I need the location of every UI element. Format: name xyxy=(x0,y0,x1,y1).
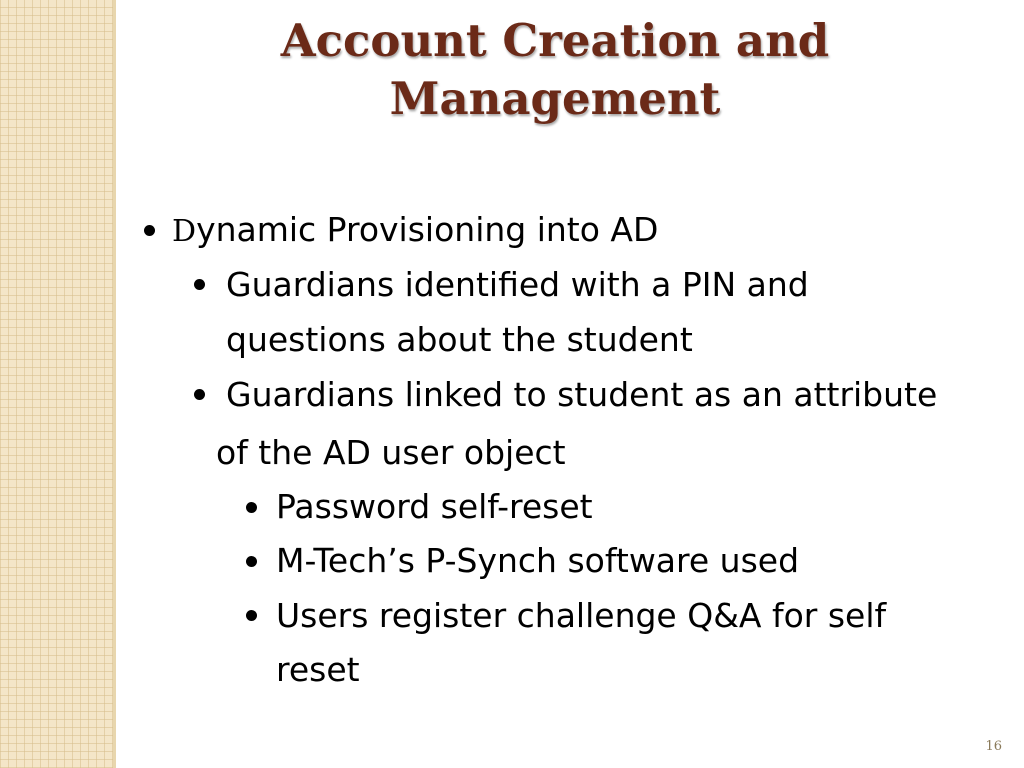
bullet-level2-continuation: of the AD user object xyxy=(216,433,566,472)
bullet-rest-text: ynamic Provisioning into AD xyxy=(196,210,659,249)
bullet-level2-text: Guardians identified with a PIN and xyxy=(226,265,809,304)
bullet-dot-icon xyxy=(194,389,205,400)
bullet-level3-text: M-Tech’s P-Synch software used xyxy=(276,541,800,580)
bullet-level3-continuation: reset xyxy=(276,650,360,689)
bullet-dot-icon xyxy=(144,225,155,236)
bullet-dot-icon xyxy=(246,556,257,567)
slide-title: Account Creation and Management xyxy=(280,14,830,125)
bullet-level2-continuation: questions about the student xyxy=(226,320,693,359)
bullet-dot-icon xyxy=(194,279,205,290)
bullet-level3-text: Users register challenge Q&A for self xyxy=(276,596,887,635)
page-number: 16 xyxy=(985,739,1002,754)
bullet-dot-icon xyxy=(246,610,257,621)
bullet-level1-text xyxy=(172,203,658,259)
bullet-dot-icon xyxy=(246,502,257,513)
bullet-level2-text: Guardians linked to student as an attribute xyxy=(226,375,938,414)
bullet-first-letter: D xyxy=(172,214,197,249)
bullet-level3-text: Password self-reset xyxy=(276,487,593,526)
